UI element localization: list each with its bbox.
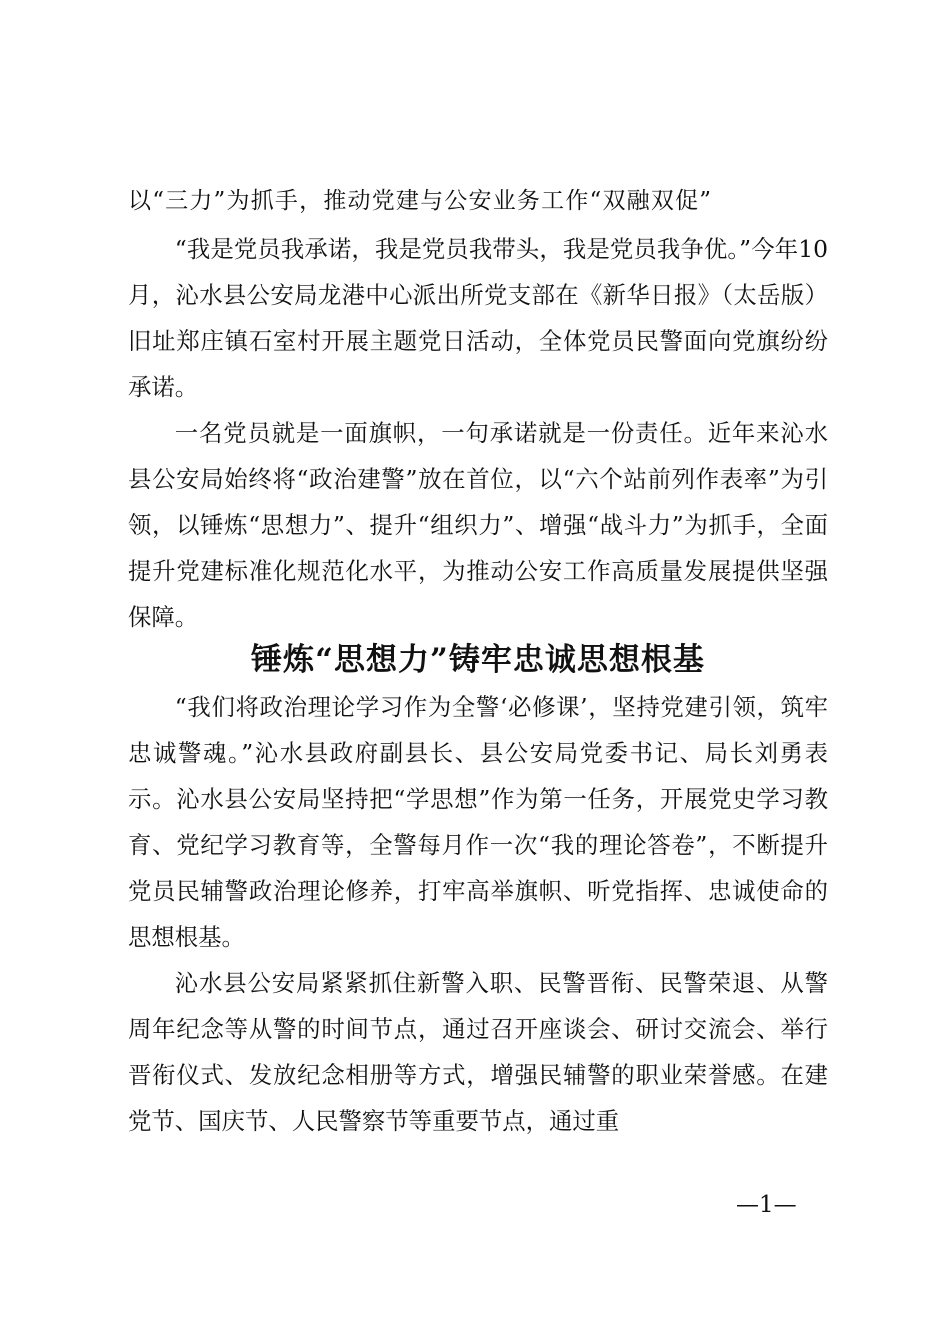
paragraph-pledge: “我是党员我承诺，我是党员我带头，我是党员我争优。”今年10月，沁水县公安局龙港中心派出所党支部在《新华日报》（太岳版）旧址郑庄镇石室村开展主题党日活动，全体党员民警面向党旗纷纷承诺。 bbox=[128, 235, 828, 401]
page-number: —1— bbox=[736, 1192, 797, 1218]
paragraph-career-milestones: 沁水县公安局紧紧抓住新警入职、民警晋衔、民警荣退、从警周年纪念等从警的时间节点，通过召开座谈会、研讨交流会、举行晋衔仪式、发放纪念相册等方式，增强民辅警的职业荣誉感。在建党节、国庆节、人民警察节等重要节点，通过重 bbox=[128, 969, 828, 1135]
paragraph-overview: 一名党员就是一面旗帜，一句承诺就是一份责任。近年来沁水县公安局始终将“政治建警”放在首位，以“六个站前列作表率”为引领，以锤炼“思想力”、提升“组织力”、增强“战斗力”为抓手，全面提升党建标准化规范化水平，为推动公安工作高质量发展提供坚强保障。 bbox=[128, 419, 828, 631]
document-title: 以“三力”为抓手，推动党建与公安业务工作“双融双促” bbox=[128, 188, 713, 214]
section-heading: 锤炼“思想力”铸牢忠诚思想根基 bbox=[251, 642, 705, 678]
paragraph-political-study: “我们将政治理论学习作为全警‘必修课’，坚持党建引领，筑牢忠诚警魂。”沁水县政府副县长、县公安局党委书记、局长刘勇表示。沁水县公安局坚持把“学思想”作为第一任务，开展党史学习教育、党纪学习教育等，全警每月作一次“我的理论答卷”，不断提升党员民辅警政治理论修养，打牢高举旗帜、听党指挥、忠诚使命的思想根基。 bbox=[128, 693, 828, 951]
